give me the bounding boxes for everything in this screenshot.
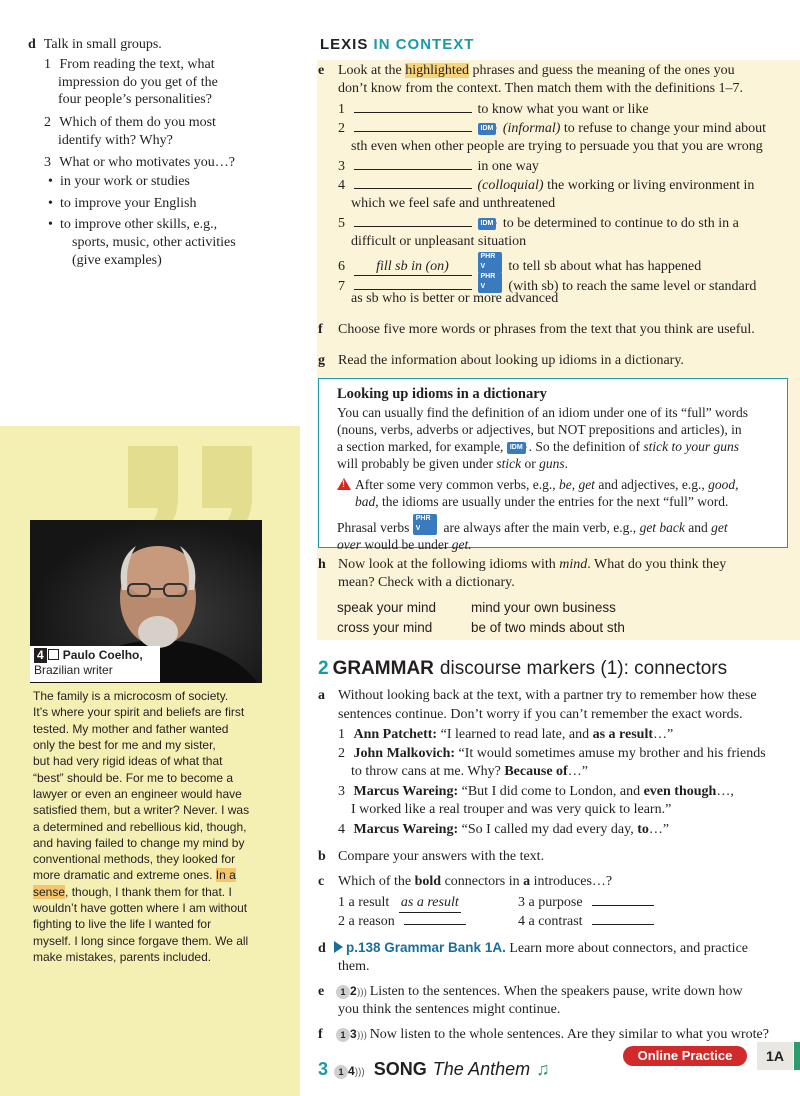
exercise-b-letter: b [318, 849, 326, 864]
idiom-badge: IDM [507, 442, 526, 454]
section-d-intro: Talk in small groups. [43, 37, 162, 52]
grammar-title: 2 GRAMMAR discourse markers (1): connectors [318, 658, 728, 679]
exercise-d-line2: them. [338, 959, 370, 974]
answer-blank[interactable] [592, 913, 654, 925]
exercise-f2-letter: f [318, 1027, 323, 1042]
connector-option: 1 a result as a result [338, 894, 461, 913]
sentence-2-cont: to throw cans at me. Why? Because of…” [351, 764, 588, 779]
online-practice-button[interactable]: Online Practice [623, 1046, 747, 1066]
phrasal-verb-badge: PHR V [478, 272, 502, 293]
sound-wave-icon: ))) [356, 987, 367, 998]
exercise-g-text: Read the information about looking up idioms in a dictionary. [338, 353, 684, 368]
exercise-a-line2: sentences continue. Don’t worry if you can’t remember the exact words. [338, 707, 743, 722]
quote-text: The family is a microcosm of society. It’s where your spirit and beliefs are first tested. My mother and father wanted only the best for me and my sister, but had very rigid ideas of what that “best” should be. For me to become a lawyer or even an engineer would have satisfied them, but a writer? Never. I was a determined and rebellious kid, though, and having failed to change my mind by conventional methods, they looked for more dramatic and extreme ones. In a sense, though, I thank them for that. I wouldn’t have gotten where I am without fighting to live the life I wanted for myself. I long since forgave them. We all make mistakes, parents included. [33, 689, 250, 964]
sentence-2: 2 John Malkovich: “It would sometimes amuse my brother and his friends [338, 746, 766, 761]
definition-row: 2 IDM (informal) to refuse to change your mind about [338, 121, 767, 136]
definition-row: 4 (colloquial) the working or living environment in [338, 178, 755, 193]
exercise-a-letter: a [318, 688, 325, 703]
exercise-c-letter: c [318, 874, 325, 889]
filled-answer[interactable]: as a result [399, 894, 461, 913]
exercise-g-letter: g [318, 353, 325, 368]
exercise-d-text: p.138 Grammar Bank 1A. Learn more about connectors, and practice [334, 940, 748, 958]
audio-cd-icon[interactable]: 1 [336, 985, 350, 999]
answer-blank[interactable] [354, 158, 472, 170]
bullet-item: • in your work or studies [60, 173, 300, 191]
answer-blank[interactable] [592, 894, 654, 906]
exercise-e-instructions: Look at the highlighted phrases and guess the meaning of the ones you [338, 63, 735, 78]
idiom-item: cross your mind [337, 620, 433, 635]
exercise-e2-text: 1 2))) Listen to the sentences. When the speakers pause, write down how [336, 983, 743, 1001]
section-d-heading [28, 36, 162, 54]
arrow-icon [334, 941, 343, 953]
idiom-item: be of two minds about sth [471, 620, 625, 635]
exercise-e-letter: e [318, 63, 325, 78]
definition-row: 3 in one way [338, 159, 539, 174]
exercise-e-line2: don’t know from the context. Then match them with the definitions 1–7. [338, 81, 744, 96]
phrasal-verb-badge: PHR V [413, 514, 437, 535]
answer-blank[interactable] [354, 120, 472, 132]
exercise-h-letter: h [318, 557, 326, 572]
bullet-item: • to improve your English [60, 195, 300, 213]
idiom-badge: IDM [478, 123, 497, 135]
audio-cd-icon[interactable]: 1 [334, 1065, 348, 1079]
section-d-letter: d [28, 37, 36, 52]
question-2: 2 Which of them do you most identify with? Why? [44, 115, 216, 148]
connector-option: 2 a reason [338, 913, 466, 931]
bullet-item-cont: (give examples) [72, 253, 162, 268]
warning-icon [337, 478, 351, 490]
exercise-f-letter: f [318, 322, 323, 337]
sentence-3-cont: I worked like a real trouper and was very quick to learn.” [351, 802, 672, 817]
idioms-info-box: Looking up idioms in a dictionary You can usually find the definition of an idiom under one of its “full” words (nouns, verbs, adverbs or adjectives, but NOT prepositions and articles), in a section marked, for example, IDM . So the definition of stick to your guns will probably be given under stick or guns. !After some very common verbs, e.g., be, get and adjectives, e.g., good, bad, the idioms are usually under the entries for the next “full” word. Phrasal verbs PHR V are always after the main verb, e.g., get back and get over would be under get. [318, 378, 788, 548]
idiom-item: mind your own business [471, 600, 616, 615]
definition-cont: sth even when other people are trying to persuade you that you are wrong [351, 139, 763, 154]
highlighted-phrase: sense [33, 884, 66, 899]
highlighted-word: highlighted [405, 63, 470, 78]
page-label: 1A [757, 1042, 793, 1070]
connector-option: 3 a purpose [518, 894, 654, 912]
definition-row: 7 PHR V (with sb) to reach the same level or standard [338, 273, 757, 294]
highlighted-phrase: In a [215, 868, 236, 883]
definition-cont: as sb who is better or more advanced [351, 291, 559, 306]
connector-option: 4 a contrast [518, 913, 654, 931]
lexis-title: LEXIS IN CONTEXT [320, 36, 475, 53]
exercise-h-text: Now look at the following idioms with mind. What do you think they [338, 557, 727, 572]
sentence-3: 3 Marcus Wareing: “But I did come to London, and even though…, [338, 784, 734, 799]
idiom-badge: IDM [478, 218, 497, 230]
exercise-h-line2: mean? Check with a dictionary. [338, 575, 515, 590]
definition-row: 6 fill sb in (on)PHR V to tell sb about what has happened [338, 252, 701, 276]
music-note-icon: ♫ [536, 1059, 550, 1079]
exercise-b-text: Compare your answers with the text. [338, 849, 545, 864]
bullet-item: • to improve other skills, e.g., [60, 216, 300, 234]
checkbox-icon [48, 649, 59, 660]
exercise-d-letter: d [318, 941, 326, 956]
definition-cont: which we feel safe and unthreatened [351, 196, 556, 211]
sound-wave-icon: ))) [354, 1067, 365, 1078]
answer-blank[interactable] [404, 913, 466, 925]
exercise-a-line1: Without looking back at the text, with a partner try to remember how these [338, 688, 757, 703]
grammar-bank-link[interactable]: p.138 Grammar Bank 1A. [346, 940, 506, 955]
answer-blank[interactable] [354, 278, 472, 290]
author-caption: 4 Paulo Coelho, Brazilian writer [30, 646, 160, 682]
definition-row: 5 IDM to be determined to continue to do sth in a [338, 216, 739, 231]
bullet-item-cont: sports, music, other activities [72, 235, 236, 250]
exercise-f2-text: 1 3))) Now listen to the whole sentences. Are they similar to what you wrote? [336, 1026, 769, 1044]
filled-answer[interactable]: fill sb in (on) [354, 258, 472, 277]
exercise-e2-letter: e [318, 984, 325, 999]
exercise-c-text: Which of the bold connectors in a introduces…? [338, 874, 613, 889]
question-3: 3 What or who motivates you…? [44, 155, 235, 170]
sound-wave-icon: ))) [356, 1030, 367, 1041]
info-box-title: Looking up idioms in a dictionary [337, 386, 547, 402]
question-1: 1 From reading the text, what impression do you get of the four people’s personalities? [44, 57, 218, 107]
answer-blank[interactable] [354, 101, 472, 113]
answer-blank[interactable] [354, 215, 472, 227]
sentence-1: 1 Ann Patchett: “I learned to read late, and as a result…” [338, 727, 674, 742]
idiom-item: speak your mind [337, 600, 437, 615]
definition-row: 1 to know what you want or like [338, 102, 649, 117]
answer-blank[interactable] [354, 177, 472, 189]
definition-cont: difficult or unpleasant situation [351, 234, 527, 249]
audio-cd-icon[interactable]: 1 [336, 1028, 350, 1042]
phrasal-verb-badge: PHR V [478, 252, 502, 273]
exercise-f-text: Choose five more words or phrases from the text that you think are useful. [338, 322, 755, 337]
song-heading: 3 1 4))) SONG The Anthem ♫ [318, 1059, 550, 1079]
exercise-e2-line2: you think the sentences might continue. [338, 1002, 561, 1017]
page-tab-bar [794, 1042, 800, 1070]
sentence-4: 4 Marcus Wareing: “So I called my dad every day, to…” [338, 822, 670, 837]
